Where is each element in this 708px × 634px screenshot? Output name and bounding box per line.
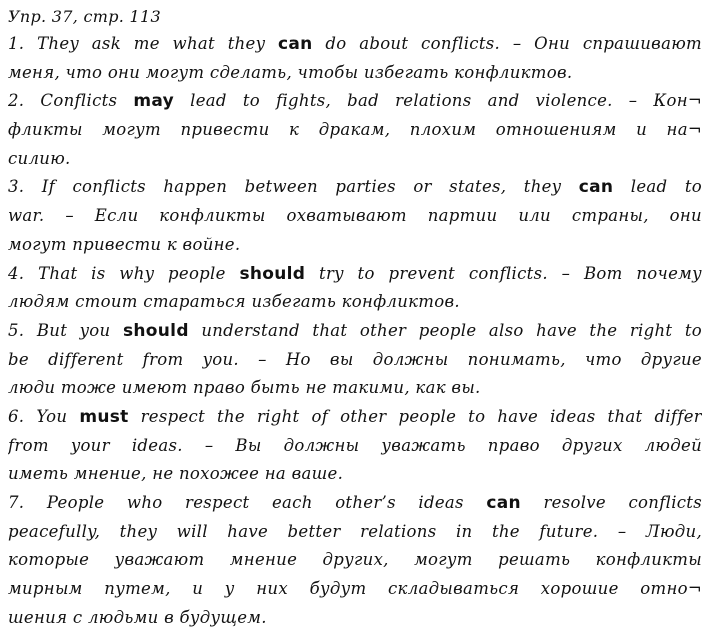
item-5-line-3: [8, 374, 702, 403]
line-text: люди тоже имеют право быть не такими, как вы.: [8, 378, 481, 398]
item-5-line-1: [8, 317, 702, 346]
line-text: Conflicts: [40, 91, 134, 111]
line-text: be different from you. – Но вы должны понимать, что другие: [8, 349, 702, 369]
item-number: 6.: [8, 406, 25, 426]
exercise-heading: Упр. 37, стр. 113: [8, 7, 161, 26]
item-6-line-2: [8, 432, 702, 461]
item-7-line-3: [8, 546, 702, 575]
item-5-line-2: [8, 346, 702, 375]
item-number: 2.: [8, 91, 25, 111]
modal-verb: may: [133, 91, 175, 112]
item-number: 7.: [8, 493, 25, 512]
item-2-line-2: [8, 116, 702, 145]
line-text: силию.: [8, 148, 71, 168]
modal-verb: must: [79, 406, 129, 427]
item-7-line-1: [8, 489, 702, 518]
line-text: иметь мнение, не похожее на ваше.: [8, 464, 344, 484]
line-text: peacefully, they will have better relations in the future. – Люди,: [8, 521, 702, 541]
item-1-line-1: [8, 30, 702, 59]
line-text: фликты могут привести к дракам, плохим отношениям и на¬: [8, 120, 702, 140]
item-3-line-2: [8, 202, 702, 231]
modal-verb: can: [278, 34, 313, 54]
item-7-line-2: [8, 518, 702, 547]
line-text: try to prevent conflicts. – Вот почему: [305, 263, 702, 283]
item-2-line-3: [8, 145, 702, 174]
line-text: war. – Если конфликты охватывают партии или страны, они: [8, 206, 702, 226]
item-3-line-1: [8, 173, 702, 202]
line-text: If conflicts happen between parties or states, they: [41, 177, 579, 197]
line-text: могут привести к войне.: [8, 234, 241, 254]
item-number: 4.: [8, 263, 25, 283]
item-7-line-4: [8, 575, 702, 604]
line-text: That is why people: [38, 263, 240, 283]
item-2-line-1: [8, 87, 702, 116]
line-text: resolve conflicts: [520, 493, 702, 512]
item-number: 5.: [8, 320, 25, 340]
item-number: 1.: [8, 34, 25, 53]
line-text: But you: [36, 320, 123, 340]
line-text: шения с людьми в будущем.: [8, 607, 267, 627]
line-text: lead to fights, bad relations and violence. – Кон¬: [174, 91, 702, 111]
modal-verb: should: [239, 263, 306, 284]
line-text: respect the right of other people to have ideas that differ: [128, 406, 702, 426]
modal-verb: can: [486, 493, 521, 513]
item-number: 3.: [8, 177, 25, 197]
modal-verb: can: [578, 177, 614, 198]
line-text: from your ideas. – Вы должны уважать право других людей: [8, 435, 702, 455]
item-6-line-3: [8, 460, 702, 489]
line-text: которые уважают мнение других, могут решать конфликты: [8, 550, 702, 570]
item-7-line-5: [8, 604, 702, 633]
item-6-line-1: [8, 403, 702, 432]
line-text: You: [36, 406, 80, 426]
line-text: людям стоит стараться избегать конфликтов.: [8, 292, 460, 312]
line-text: understand that other people also have the right to: [188, 320, 702, 340]
line-text: мирным путем, и у них будут складываться хорошие отно¬: [8, 579, 702, 599]
line-text: do about conflicts. – Они спрашивают: [312, 34, 702, 53]
item-4-line-2: [8, 288, 702, 317]
modal-verb: should: [122, 320, 189, 341]
item-3-line-3: [8, 231, 702, 260]
line-text: lead to: [613, 177, 702, 197]
line-text: меня, что они могут сделать, чтобы избегать конфликтов.: [8, 62, 573, 82]
line-text: People who respect each other’s ideas: [46, 493, 487, 512]
line-text: They ask me what they: [37, 34, 279, 53]
item-1-line-2: [8, 59, 702, 88]
item-4-line-1: [8, 260, 702, 289]
